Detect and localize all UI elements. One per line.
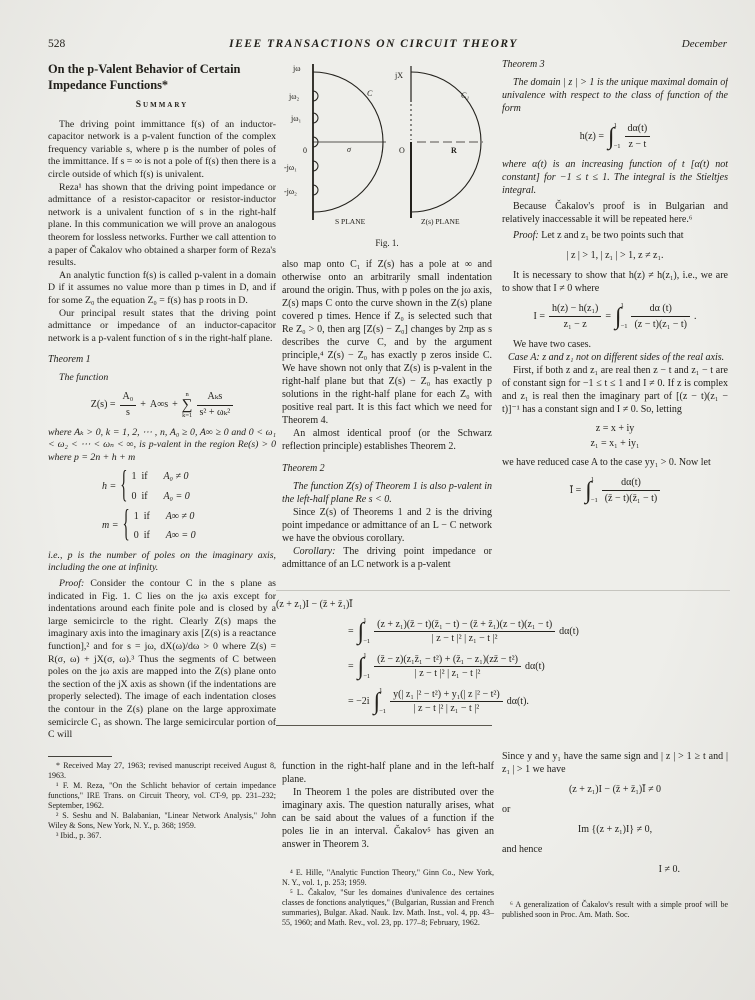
label-zero: 0 — [303, 146, 307, 155]
footnote: ⁶ A generalization of Čakalov's result with a simple proof will be published soon in Proc. Am. Math. Soc. — [502, 900, 728, 919]
equation-impedance — [48, 391, 276, 419]
summary-paragraph: An analytic function f(s) is called p-valent in a domain D if it assumes no value more than p times in D, and if for some Z₀ the equation Z₀ = f(s) has p roots in D. — [48, 269, 276, 306]
brace: { — [120, 466, 128, 508]
label-z-plane: Z(s) PLANE — [421, 217, 460, 226]
footnote-rule — [48, 756, 112, 757]
fraction: $\frac{\text{(z̄ − z)(z₁z̄₁ − t²) + (z̄₁ − z₁)(zz̄ − t²)}}{\text{| z − t |² | z₁ − t |²}}$ — [374, 654, 521, 679]
integral: ∫ 1 −1 — [357, 617, 371, 645]
label-contour-C: C — [367, 89, 373, 98]
footnote: ² S. Seshu and N. Balabanian, "Linear Network Analysis," John Wiley & Sons, New York, N. Y., p. 368; 1959. — [48, 810, 276, 830]
figure-1 — [282, 56, 492, 250]
corollary-paragraph: Corollary: The driving point impedance or admittance of an LC network is a p-valent — [282, 546, 492, 570]
footnotes-right — [502, 900, 728, 920]
body-paragraph: or — [502, 804, 511, 815]
m-definition: m = { 1 if A∞ ≠ 0 0 if A∞ = 0 — [102, 505, 196, 547]
right-column — [502, 58, 728, 590]
term: A∞s — [149, 399, 169, 411]
running-head — [48, 38, 727, 50]
integral: ∫ 1 −1 — [585, 476, 598, 504]
middle-column — [282, 56, 492, 590]
equation-z-xy: z = x + iy — [595, 423, 635, 434]
theorem-2-heading: Theorem 2 — [282, 463, 325, 474]
fraction: $\frac{\text{y(| z₁ |² − t²) + y₁(| z |² − t²)}}{\text{| z − t |² | z₁ − t |²}}$ — [390, 689, 503, 714]
equation-conditions: | z | > 1, | z₁ | > 1, z ≠ z₁. — [566, 250, 664, 261]
summation-symbol: n ∑ k=1 — [181, 390, 193, 420]
body-paragraph: First, if both z and z₁ are real then z − t and z₁ − t are of constant sign for −1 ≤ t ≤ 1 and I ≠ 0. If z is complex and z₁ is real then the imaginary part of [(z − t)(z₁ − t)]⁻¹ has a constant sign and I ≠ 0. So, letting — [502, 365, 728, 415]
fraction: $\frac{d\alpha (t)}{\text{(z − t)(z₁ − t)}}$ — [631, 302, 690, 331]
theorem-2-statement: The function Z(s) of Theorem 1 is also p-valent in the left-half plane Re s < 0. — [282, 481, 492, 505]
label-R: R — [451, 146, 457, 155]
label-jx: jX — [395, 71, 403, 80]
equation-line: = ∫ 1 −1 $\frac{\text{(z̄ − z)(z₁z̄₁ − t²) + (z̄₁ − z₁)(zz̄ − t²)}}{\text{| z − t |² | z₁ − t |²}}$ dα(t) — [348, 652, 545, 680]
fraction: $\frac{d\alpha(t)}{z - t}$ — [625, 122, 651, 151]
footnote: ⁵ L. Čakalov, "Sur les domaines d'univalence des certaines classes de fonctions analytiques," (Bulgarian, Russian and French summaries), Bulgar. Akad. Nauk. Izv. Math. Inst., vol. 4, pp. 43–55, 1960; and Math. Rev., vol. 23, pp. 177–8; February, 1962. — [282, 888, 494, 927]
right-column-bottom — [502, 750, 728, 920]
label-contour-C1: C₁ — [461, 91, 470, 100]
integral: ∫ 1 −1 — [373, 687, 387, 715]
proof-paragraph: Proof: Consider the contour C in the s plane as indicated in Fig. 1. C lies on the jω axis except for indentations around each finite pole and is closed by a large semicircle to the right. Clearly Z(s) maps the imaginary axis into the imaginary axis [Z(s) is a reactance function],² and for s = jω, dX(ω)/dω > 0 where Z(s) = R(σ, ω) + jX(σ, ω).³ Thus the segments of C between poles on the jω axis are mapped into the Z(s) plane onto the section of the jX axis as shown (if the indentations are properly selected). The image of each indentation closes the contour in the Z(s) plane on the large approximate semicircle C₁ as shown. The large semicircular portion of C will — [48, 578, 276, 741]
brace: { — [122, 505, 130, 547]
label-jw1: jω₁ — [291, 114, 302, 123]
body-paragraph: also map onto C₁ if Z(s) has a pole at ∞ and otherwise onto an arbitrarily small indentation around the origin. Thus, with p poles on the jω axis, Z(s) maps C onto the curve shown in the Z(s) plane covered p times. Hence if Z₀ is selected such that Re Z₀ > 0, then arg [Z(s) − Z₀] changes by 2πp as s describes the curve C, and by the argument principle,⁴ Z(s) − Z₀ has exactly p zeros inside C. We have shown not only that Z(s) is p-valent in the right-half plane but that Z(s) − Z₀ has exactly p solutions in the right-half plane for each Z₀ with positive real part. It is this fact which we need for Theorem 4. — [282, 259, 492, 426]
operator: + — [172, 399, 178, 411]
theorem-3-heading: Theorem 3 — [502, 59, 545, 70]
pole-count-note: i.e., p is the number of poles on the imaginary axis, including the one at infinity. — [48, 549, 276, 574]
footnote: ⁴ E. Hille, "Analytic Function Theory," Ginn Co., New York, N. Y., vol. 1, p. 253; 1959. — [282, 868, 494, 887]
body-paragraph: and hence — [502, 844, 543, 855]
summary-paragraph: Our principal result states that the driving point admittance or impedance of an inductor-capacitor network is a p-valent function of s in the right-half plane. — [48, 307, 276, 344]
body-paragraph: we have reduced case A to the case yy₁ > 0. Now let — [502, 457, 711, 468]
middle-column-bottom — [282, 760, 494, 851]
equation-imaginary-part: Im {(z + z₁)I} ≠ 0, — [577, 824, 653, 835]
figure-1-diagram — [283, 56, 491, 228]
footnote: ¹ F. M. Reza, "On the Schlicht behavior of certain impedance functions," IRE Trans. on Circuit Theory, vol. CT-9, pp. 231–232; September, 1962. — [48, 780, 276, 810]
case-a-heading: Case A: z and z₁ not on different sides of the real axis. — [508, 352, 725, 363]
body-paragraph: Because Čakalov's proof is in Bulgarian and relatively inaccessable it will be repeated here.⁶ — [502, 201, 728, 225]
label-sigma: σ — [347, 145, 351, 154]
label-jw2: jω₂ — [289, 92, 300, 101]
label-s-plane: S PLANE — [335, 217, 366, 226]
fraction: $\frac{\text{Aₖs}}{\text{s² + ωₖ²}}$ — [197, 391, 234, 419]
body-paragraph: function in the right-half plane and in the left-half plane. — [282, 761, 494, 785]
equation-block-rule — [276, 725, 492, 726]
integral: ∫ 1 −1 — [608, 122, 621, 150]
integral: ∫ 1 −1 — [357, 652, 371, 680]
figure-1-caption: Fig. 1. — [375, 238, 399, 248]
theorem-1-lead: The function — [59, 371, 109, 383]
footnotes-left — [48, 761, 276, 841]
summary-paragraph: The driving point immittance f(s) of an inductor-capacitor network is a p-valent function of the complex frequency variable s, where p is the number of poles of the immittance. If s = ∞ is not a pole of f(s) then there is a circle outside of which f(s) is univalent. — [48, 118, 276, 180]
theorem-3-conditions: where α(t) is an increasing function of t [α(t) not constant] for −1 ≤ t ≤ 1. The integral is the Stieltjes integral. — [502, 159, 728, 196]
equation-I-bar: Ī = ∫ 1 −1 $\frac{d\alpha(t)}{\text{(z̄ − t)(z̄₁ − t)}}$ — [502, 476, 728, 505]
eq-lhs: Z(s) = — [90, 399, 116, 411]
label-origin-O: O — [399, 146, 405, 155]
theorem-1-heading: Theorem 1 — [48, 354, 91, 366]
body-paragraph: In Theorem 1 the poles are distributed over the imaginary axis. The question naturally arises, what can be said about the values of a function if the poles lie in an interval. Čakalov⁵ has given an answer in Theorem 3. — [282, 787, 494, 850]
fraction: $\frac{d\alpha(t)}{\text{(z̄ − t)(z̄₁ − t)}}$ — [602, 476, 661, 505]
summary-heading: Summary — [135, 100, 189, 110]
equation-z1-xy: z₁ = x₁ + iy₁ — [590, 438, 640, 449]
theorem-3-statement: The domain | z | > 1 is the unique maximal domain of univalence with respect to the class of function of the form — [502, 77, 728, 114]
issue-month: December — [681, 38, 727, 50]
equation-line: (z + z₁)I − (z̄ + z̄₁)Ī — [276, 599, 353, 610]
theorem-1-conditions: where Aₖ > 0, k = 1, 2, ⋯ , n, A₀ ≥ 0, A∞ ≥ 0 and 0 < ω₁ < ω₂ < ⋯ < ωₙ < ∞, is p-valent in the region Re(s) > 0 where p = 2n + h + m — [48, 426, 276, 463]
equation-line: = −2i ∫ 1 −1 $\frac{\text{y(| z₁ |² − t²) + y₁(| z |² − t²)}}{\text{| z − t |² | z₁ − t |²}}$ dα(t). — [348, 687, 529, 715]
journal-title: IEEE TRANSACTIONS ON CIRCUIT THEORY — [229, 38, 518, 50]
h-definition: h = { 1 if A₀ ≠ 0 0 if A₀ = 0 — [102, 466, 190, 508]
footnotes-middle — [282, 868, 494, 928]
equation-line: = ∫ 1 −1 $\frac{\text{(z + z₁)(z̄ − t)(z̄₁ − t) − (z̄ + z̄₁)(z − t)(z₁ − t)}}{\text{| z − t |² | z₁ − t |²}}$ dα(t) — [348, 617, 579, 645]
article-title: On the p-Valent Behavior of Certain Impedance Functions* — [48, 62, 241, 92]
body-paragraph: We have two cases. — [513, 339, 592, 350]
footnote: ³ Ibid., p. 367. — [56, 830, 102, 840]
equation-I: I = $\frac{\text{h(z) − h(z₁)}}{\text{z₁ − z}}$ = ∫ 1 −1 $\frac{d\alpha (t)}{\text{(z − t)(z₁ − t)}}$ . — [533, 302, 697, 330]
fraction: $\frac{\text{A₀}}{s}$ — [120, 391, 137, 419]
body-paragraph: An almost identical proof (or the Schwarz reflection principle) establishes Theorem 2. — [282, 428, 492, 452]
fraction: $\frac{\text{h(z) − h(z₁)}}{\text{z₁ − z}}$ — [549, 302, 601, 331]
body-paragraph: Since y and y₁ have the same sign and | z | > 1 ≥ t and | z₁ | > 1 we have — [502, 751, 728, 775]
body-paragraph: Since Z(s) of Theorems 1 and 2 is the driving point impedance or admittance of an L − C network we have the obvious corollary. — [282, 507, 492, 544]
equation-final: I ≠ 0. — [658, 864, 680, 875]
equation-nonzero: (z + z₁)I − (z̄ + z̄₁)Ī ≠ 0 — [568, 784, 662, 795]
operator: + — [140, 399, 146, 411]
display-equation-block — [276, 590, 730, 726]
summary-paragraph: Reza¹ has shown that the driving point impedance or admittance of a resistor-capacitor or resistor-inductor network is a univalent function of s in the right-half plane. In this communication we will prove an analogous theorem for lossless networks. Further we call attention to a paper of Čakalov who obtained a sharper form of Reza's results. — [48, 181, 276, 269]
label-minus-jw2: -jω₂ — [284, 187, 297, 196]
page-number: 528 — [48, 38, 66, 50]
label-minus-jw1: -jω₁ — [284, 163, 297, 172]
footnote: * Received May 27, 1963; revised manuscript received August 8, 1963. — [48, 760, 276, 780]
equation-h: h(z) = ∫ 1 −1 $\frac{d\alpha(t)}{z - t}$ — [502, 122, 728, 151]
left-column — [48, 62, 276, 841]
fraction: $\frac{\text{(z + z₁)(z̄ − t)(z̄₁ − t) − (z̄ + z̄₁)(z − t)(z₁ − t)}}{\text{| z − t |² | z₁ − t |²}}$ — [374, 619, 555, 644]
proof-paragraph: Proof: Let z and z₁ be two points such that — [513, 230, 684, 241]
label-jw: jω — [293, 64, 301, 73]
integral: ∫ 1 −1 — [614, 302, 628, 330]
body-paragraph: It is necessary to show that h(z) ≠ h(z₁), i.e., we are to show that I ≠ 0 where — [502, 270, 728, 294]
